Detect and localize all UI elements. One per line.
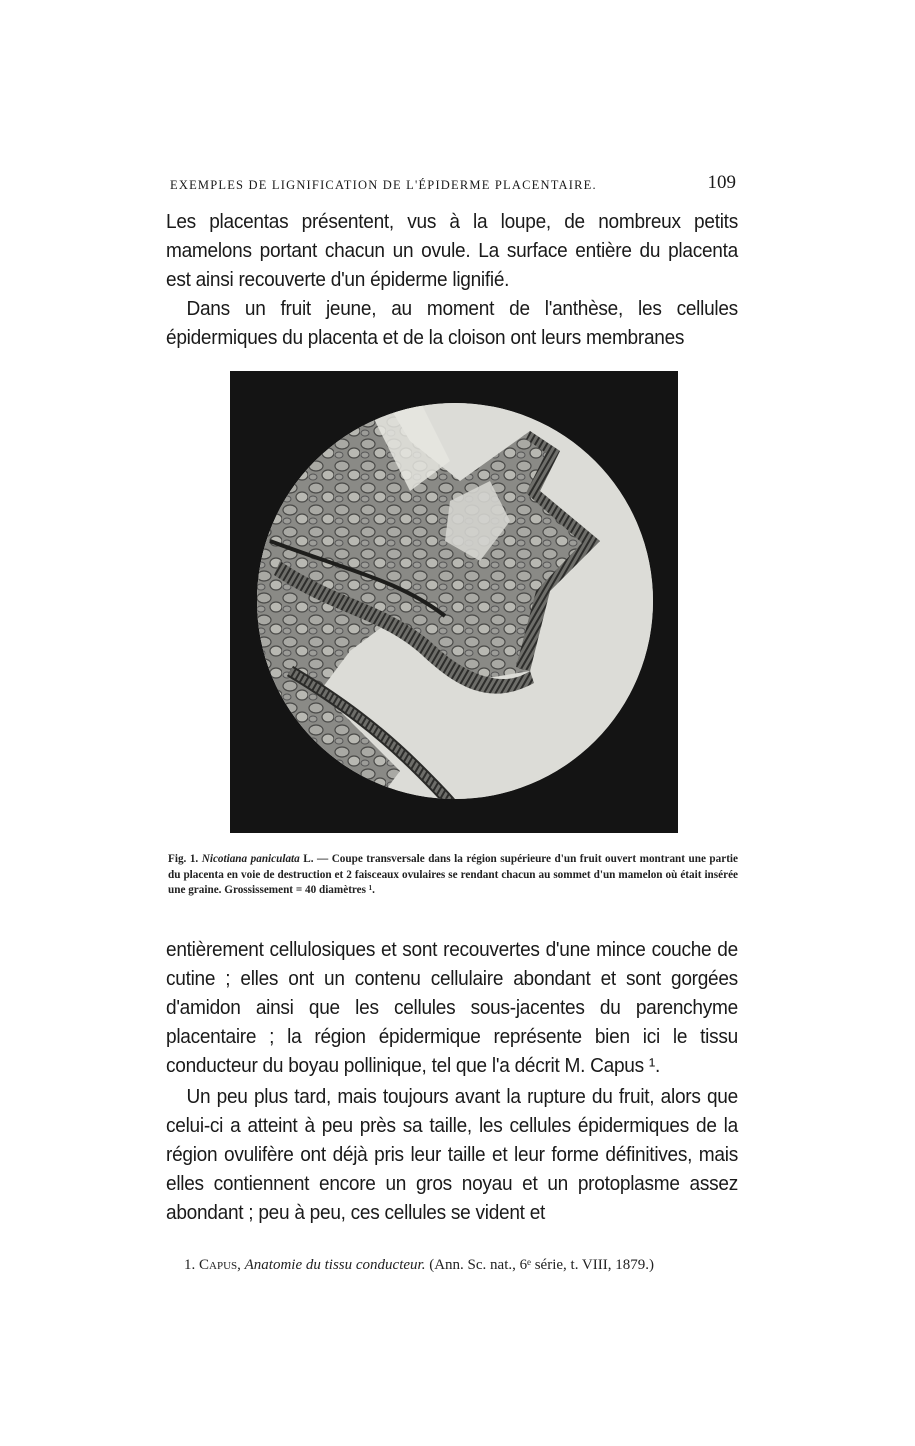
paragraph-1-text: Les placentas présentent, vus à la loupe, de nombreux petits mamelons portant chacun un ovule. La surface entière du placenta est ainsi recouverte d'un épiderme lignifié.	[166, 210, 738, 291]
figure-caption	[168, 852, 738, 899]
caption-text: L. — Coupe transversale dans la région supérieure d'un fruit ouvert montrant une partie du placenta en voie de destruction et 2 faisceaux ovulaires se rendant chacun au sommet d'un mamelon où était insérée une graine. Grossissement = 40 diamètres ¹.	[168, 853, 739, 896]
caption-species: Nicotiana paniculata	[201, 853, 300, 865]
paragraph-3-text: entièrement cellulosiques et sont recouvertes d'une mince couche de cutine ; elles ont un contenu cellulaire abondant et sont gorgées d'amidon ainsi que les cellules sous-jacentes du parenchyme placentaire ; la région épidermique représente bien ici le tissu conducteur du boyau pollinique, tel que l'a décrit M. Capus ¹.	[166, 938, 738, 1077]
caption-prefix: Fig. 1.	[168, 853, 199, 865]
footnote-rest: (Ann. Sc. nat., 6ᵉ série, t. VIII, 1879.)	[429, 1257, 654, 1273]
paragraph-2-text: Dans un fruit jeune, au moment de l'anthèse, les cellules épidermiques du placenta et de la cloison ont leurs membranes	[166, 297, 738, 349]
page-number: 109	[707, 172, 736, 193]
footnote	[184, 1255, 744, 1275]
micrograph-image	[230, 371, 678, 833]
footnote-title: Anatomie du tissu conducteur.	[244, 1257, 426, 1273]
running-head-title: EXEMPLES DE LIGNIFICATION DE L'ÉPIDERME PLACENTAIRE.	[170, 178, 597, 192]
paragraph-1	[166, 207, 738, 294]
paragraph-2	[166, 294, 738, 352]
paragraph-4	[166, 1082, 738, 1227]
running-head	[170, 174, 740, 196]
paragraph-4-text: Un peu plus tard, mais toujours avant la rupture du fruit, alors que celui-ci a atteint à peu près sa taille, les cellules épidermiques de la région ovulifère ont déjà pris leur taille et leur forme définitives, mais elles contiennent encore un gros noyau et un protoplasme assez abondant ; peu à peu, ces cellules se vident et	[166, 1085, 738, 1224]
footnote-number: 1.	[184, 1257, 196, 1273]
footnote-author: Capus,	[199, 1257, 241, 1273]
micrograph-figure	[230, 371, 678, 833]
paragraph-3	[166, 935, 738, 1080]
